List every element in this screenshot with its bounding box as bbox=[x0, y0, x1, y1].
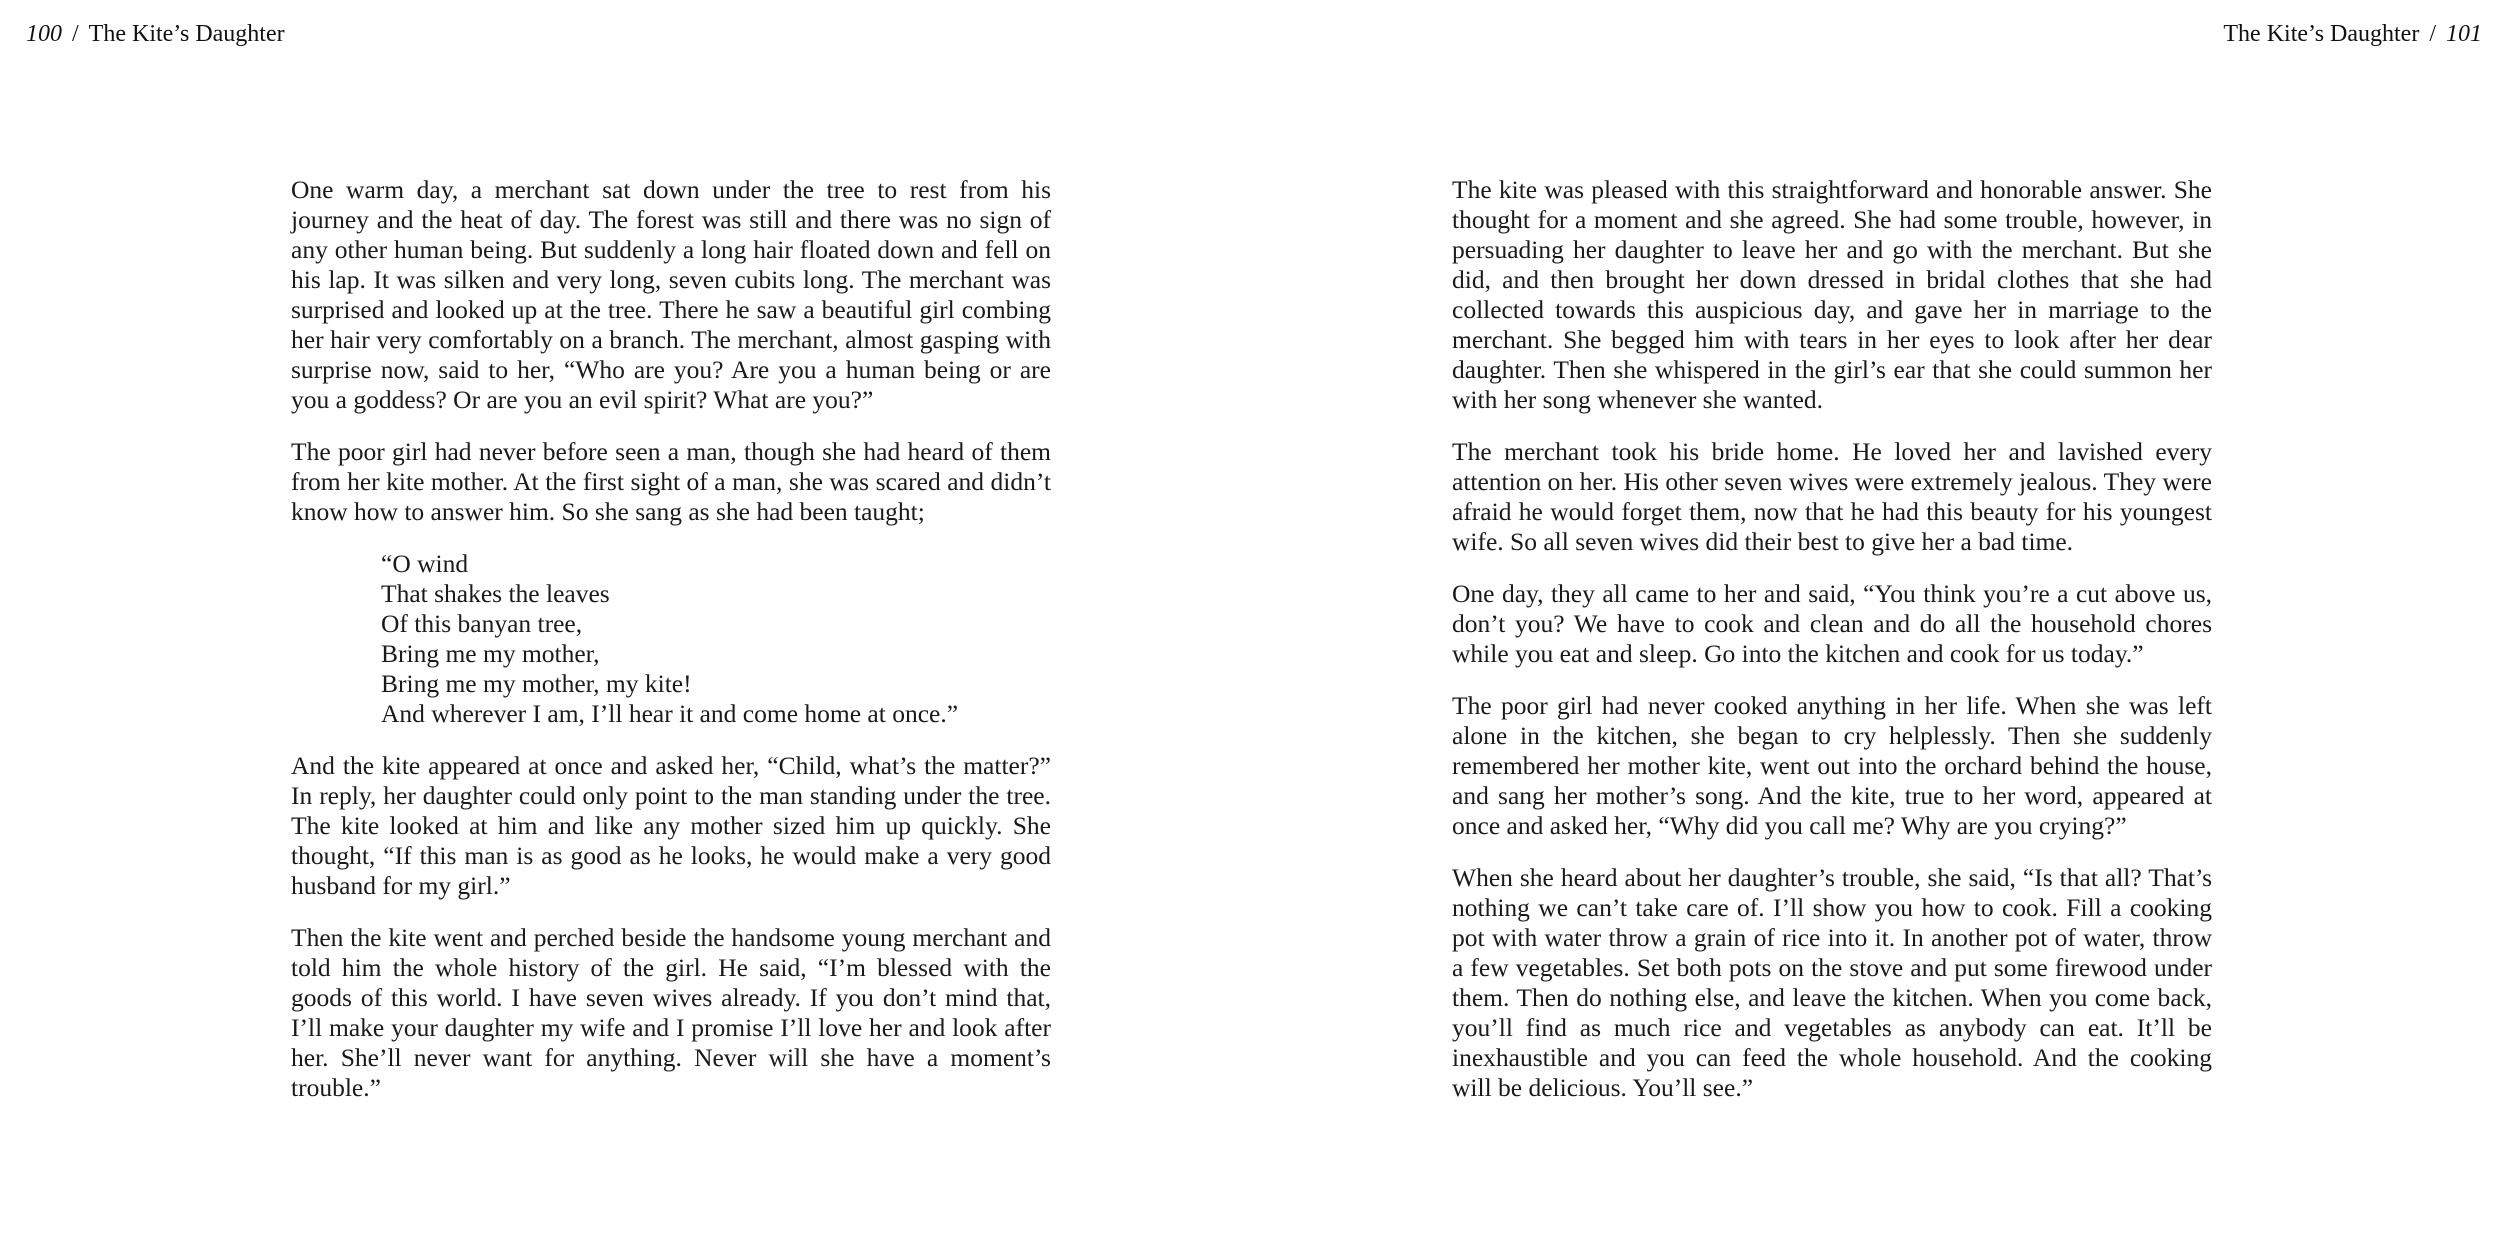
paragraph: When she heard about her daughter’s trouble, she said, “Is that all? That’s nothing we can’t take care of. I’ll show you how to cook. Fill a cooking pot with water throw a grain of rice into it. In another pot of water, throw a few vegetables. Set both pots on the stove and put some firewood under them. Then do nothing else, and leave the kitchen. When you come back, you’ll find as much rice and vegetables as anybody can eat. It’ll be inexhaustible and you can feed the whole household. And the cooking will be delicious. You’ll see.” bbox=[1452, 863, 2212, 1102]
paragraph: The poor girl had never cooked anything in her life. When she was left alone in the kitchen, she began to cry helplessly. Then she suddenly remembered her mother kite, went out into the orchard behind the house, and sang her mother’s song. And the kite, true to her word, appeared at once and asked her, “Why did you call me? Why are you crying?” bbox=[1452, 691, 2212, 840]
left-head-separator: / bbox=[72, 21, 79, 47]
paragraph: And the kite appeared at once and asked her, “Child, what’s the matter?” In reply, her daughter could only point to the man standing under the tree. The kite looked at him and like any mother sized him up quickly. She thought, “If this man is as good as he looks, he would make a very good husband for my girl.” bbox=[291, 751, 1051, 900]
right-text-block bbox=[1452, 175, 2212, 1125]
verse-line: That shakes the leaves bbox=[381, 579, 610, 608]
verse-line: And wherever I am, I’ll hear it and come home at once.” bbox=[381, 699, 959, 728]
left-book-title: The Kite’s Daughter bbox=[88, 21, 285, 47]
paragraph: One day, they all came to her and said, “You think you’re a cut above us, don’t you? We have to cook and clean and do all the household chores while you eat and sleep. Go into the kitchen and cook for us today.” bbox=[1452, 579, 2212, 668]
left-page-number: 100 bbox=[26, 21, 62, 47]
verse-line: “O wind bbox=[381, 549, 469, 578]
song-verse bbox=[381, 549, 1051, 729]
right-running-head bbox=[2223, 18, 2482, 50]
left-text-block bbox=[291, 175, 1051, 1125]
right-page bbox=[1250, 0, 2500, 1250]
right-book-title: The Kite’s Daughter bbox=[2223, 21, 2420, 47]
paragraph: One warm day, a merchant sat down under the tree to rest from his journey and the heat of day. The forest was still and there was no sign of any other human being. But suddenly a long hair floated down and fell on his lap. It was silken and very long, seven cubits long. The merchant was surprised and looked up at the tree. There he saw a beautiful girl combing her hair very comfortably on a branch. The merchant, almost gasping with surprise now, said to her, “Who are you? Are you a human being or are you a goddess? Or are you an evil spirit? What are you?” bbox=[291, 175, 1051, 414]
left-running-head bbox=[26, 18, 285, 50]
paragraph: The kite was pleased with this straightforward and honorable answer. She thought for a moment and she agreed. She had some trouble, however, in persuading her daughter to leave her and go with the merchant. But she did, and then brought her down dressed in bridal clothes that she had collected towards this auspicious day, and gave her in marriage to the merchant. She begged him with tears in her eyes to look after her dear daughter. Then she whispered in the girl’s ear that she could summon her with her song whenever she wanted. bbox=[1452, 175, 2212, 414]
paragraph: Then the kite went and perched beside the handsome young merchant and told him the whole history of the girl. He said, “I’m blessed with the goods of this world. I have seven wives already. If you don’t mind that, I’ll make your daughter my wife and I promise I’ll love her and look after her. She’ll never want for anything. Never will she have a moment’s trouble.” bbox=[291, 923, 1051, 1102]
right-head-separator: / bbox=[2429, 21, 2436, 47]
right-page-number: 101 bbox=[2446, 21, 2482, 47]
paragraph: The merchant took his bride home. He loved her and lavished every attention on her. His other seven wives were extremely jealous. They were afraid he would forget them, now that he had this beauty for his youngest wife. So all seven wives did their best to give her a bad time. bbox=[1452, 437, 2212, 556]
verse-line: Of this banyan tree, bbox=[381, 609, 583, 638]
paragraph: The poor girl had never before seen a man, though she had heard of them from her kite mother. At the first sight of a man, she was scared and didn’t know how to answer him. So she sang as she had been taught; bbox=[291, 437, 1051, 526]
verse-line: Bring me my mother, bbox=[381, 639, 600, 668]
verse-line: Bring me my mother, my kite! bbox=[381, 669, 692, 698]
